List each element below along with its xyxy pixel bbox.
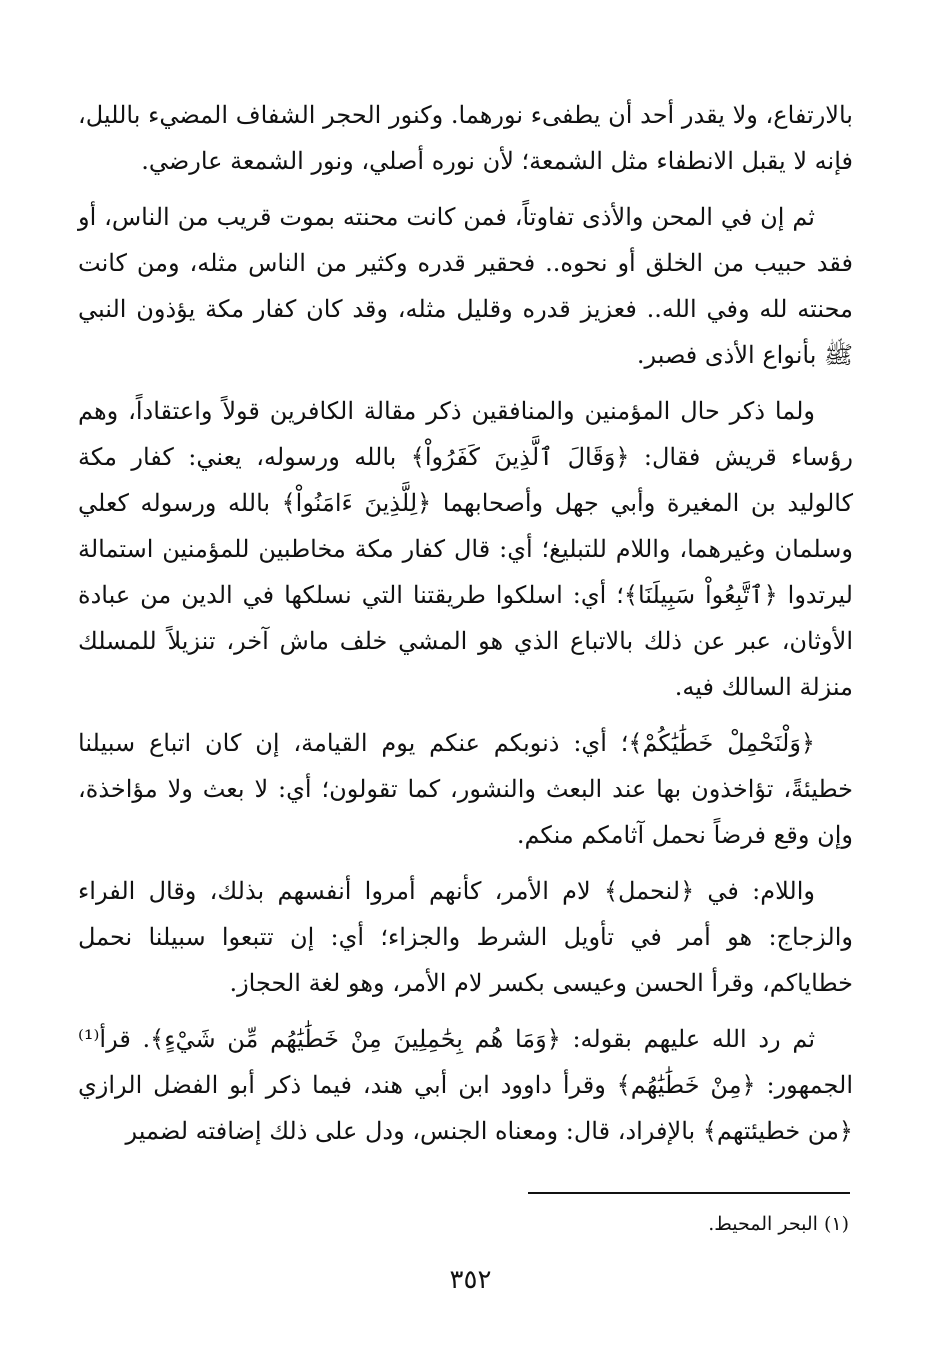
paragraph-2: ثم إن في المحن والأذى تفاوتاً، فمن كانت محنته بموت قريب من الناس، أو فقد حبيب من الخلق أو نحوه.. فحقير قدره وكثير من الناس مثله، ومن كانت محنته لله وفي الله.. فعزيز قدره وقليل مثله، وقد كان كفار مكة يؤذون النبي ﷺ بأنواع الأذى فصبر. xyxy=(78,203,853,369)
footnote-divider xyxy=(528,1192,850,1194)
paragraph-4: ﴿وَلْنَحْمِلْ خَطَٰيَٰكُمْ﴾؛ أي: ذنوبكم عنكم يوم القيامة، إن كان اتباع سبيلنا خطيئةً، تؤاخذون بها عند البعث والنشور، كما تقولون؛ أي: لا بعث ولا مؤاخذة، وإن وقع فرضاً نحمل آثامكم منكم. xyxy=(78,729,853,849)
paragraph-5: واللام: في ﴿لنحمل﴾ لام الأمر، كأنهم أمروا أنفسهم بذلك، وقال الفراء والزجاج: هو أمر في تأويل الشرط والجزاء؛ أي: إن تتبعوا سبيلنا نحمل خطاياكم، وقرأ الحسن وعيسى بكسر لام الأمر، وهو لغة الحجاز. xyxy=(78,877,853,997)
paragraph-3: ولما ذكر حال المؤمنين والمنافقين ذكر مقالة الكافرين قولاً واعتقاداً، وهم رؤساء قريش فقال: ﴿وَقَالَ ٱلَّذِينَ كَفَرُواْ﴾ بالله ورسوله، يعني: كفار مكة كالوليد بن المغيرة وأبي جهل وأصحابهما ﴿لِلَّذِينَ ءَامَنُواْ﴾ بالله ورسوله كعلي وسلمان وغيرهما، واللام للتبليغ؛ أي: قال كفار مكة مخاطبين للمؤمنين استمالة ليرتدوا ﴿ٱتَّبِعُواْ سَبِيلَنَا﴾؛ أي: اسلكوا طريقتنا التي نسلكها في الدين من عبادة الأوثان، عبر عن ذلك بالاتباع الذي هو المشي خلف ماش آخر، تنزيلاً للمسلك منزلة السالك فيه. xyxy=(78,397,853,701)
paragraph-1: بالارتفاع، ولا يقدر أحد أن يطفىء نورهما. وكنور الحجر الشفاف المضيء بالليل، فإنه لا يقبل الانطفاء مثل الشمعة؛ لأن نوره أصلي، ونور الشمعة عارضي. xyxy=(78,101,853,175)
page-body xyxy=(78,92,853,1164)
page-number: ٣٥٢ xyxy=(449,1265,492,1295)
footnote: (١) البحر المحيط. xyxy=(708,1213,849,1235)
paragraph-6: ثم رد الله عليهم بقوله: ﴿وَمَا هُم بِحَٰمِلِينَ مِنْ خَطَٰيَٰهُم مِّن شَيْءٍ﴾. قرأ⁽¹⁾ الجمهور: ﴿مِنْ خَطَٰيَٰهُم﴾ وقرأ داوود ابن أبي هند، فيما ذكر أبو الفضل الرازي ﴿من خطيئتهم﴾ بالإفراد، قال: ومعناه الجنس، ودل على ذلك إضافته لضمير xyxy=(78,1025,853,1145)
